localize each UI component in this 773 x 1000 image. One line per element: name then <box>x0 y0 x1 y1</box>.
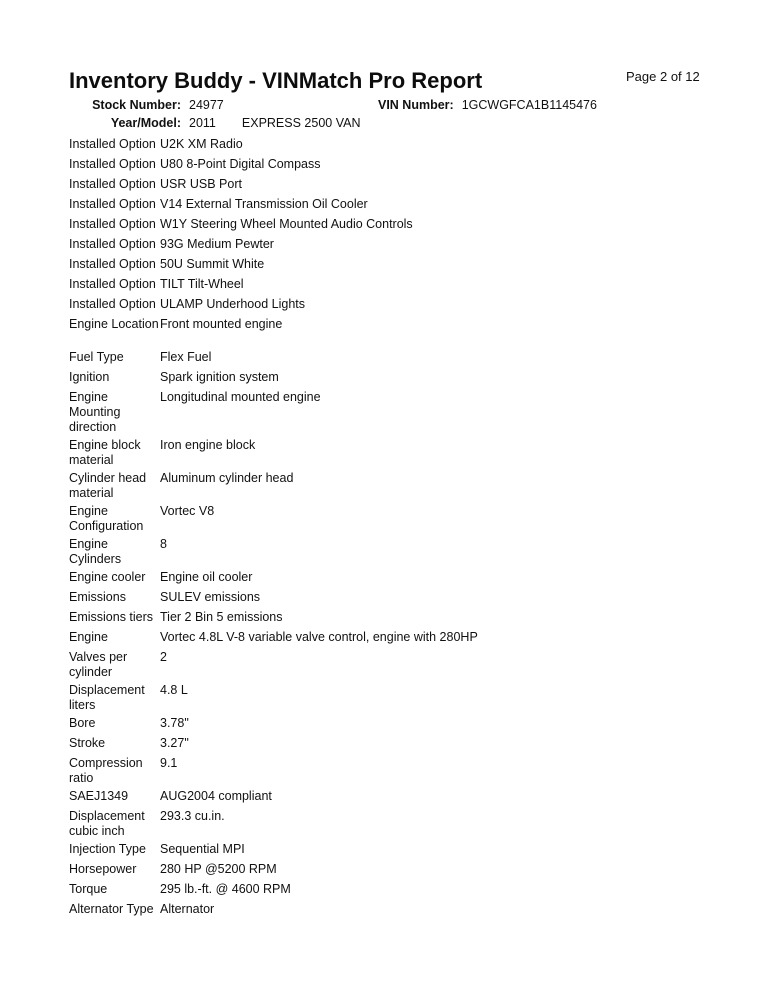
spec-row <box>69 537 749 570</box>
spec-label: Alternator Type <box>69 902 154 916</box>
model-value: EXPRESS 2500 VAN <box>241 116 361 130</box>
spec-row <box>69 438 749 471</box>
spec-value: 4.8 L <box>160 683 188 697</box>
spec-row <box>69 570 749 590</box>
spec-value: TILT Tilt-Wheel <box>160 277 244 291</box>
spec-row <box>69 716 749 736</box>
spec-label: Engine cooler <box>69 570 146 584</box>
spec-label: Installed Option <box>69 277 156 291</box>
spec-value: Vortec 4.8L V-8 variable valve control, engine with 280HP <box>160 630 478 644</box>
spec-value: Engine oil cooler <box>160 570 253 584</box>
spec-row <box>69 882 749 902</box>
spec-value: Sequential MPI <box>160 842 245 856</box>
spec-label: Horsepower <box>69 862 137 876</box>
spec-value: V14 External Transmission Oil Cooler <box>160 197 368 211</box>
year-model <box>69 116 360 130</box>
spec-value: 8 <box>160 537 167 551</box>
spec-row <box>69 471 749 504</box>
spec-label: Cylinder head material <box>69 471 147 500</box>
spec-label: Engine Mounting direction <box>69 390 121 434</box>
spec-row <box>69 237 749 257</box>
spec-label: Installed Option <box>69 217 156 231</box>
spec-value: Flex Fuel <box>160 350 212 364</box>
spec-row <box>69 650 749 683</box>
spec-value: Front mounted engine <box>160 317 283 331</box>
spec-value: SULEV emissions <box>160 590 261 604</box>
spec-label: Displacement liters <box>69 683 145 712</box>
spec-value: Iron engine block <box>160 438 256 452</box>
spec-row <box>69 756 749 789</box>
spec-row <box>69 277 749 297</box>
spec-value: Tier 2 Bin 5 emissions <box>160 610 283 624</box>
spec-row <box>69 370 749 390</box>
stock-number <box>69 98 224 112</box>
spec-label: SAEJ1349 <box>69 789 129 803</box>
spec-label: Installed Option <box>69 297 156 311</box>
spec-value: 293.3 cu.in. <box>160 809 225 823</box>
spec-label: Installed Option <box>69 237 156 251</box>
spec-row <box>69 809 749 842</box>
spec-value: 280 HP @5200 RPM <box>160 862 277 876</box>
spec-label: Engine <box>69 630 108 644</box>
spec-label: Displacement cubic inch <box>69 809 145 838</box>
spec-value: W1Y Steering Wheel Mounted Audio Controls <box>160 217 413 231</box>
spec-value: Spark ignition system <box>160 370 279 384</box>
vin-number-label: VIN Number: <box>378 98 454 112</box>
spec-row <box>69 902 749 922</box>
spec-row <box>69 842 749 862</box>
spec-row <box>69 590 749 610</box>
spec-label: Compression ratio <box>69 756 143 785</box>
spec-row <box>69 630 749 650</box>
spec-label: Engine Location <box>69 317 159 331</box>
spec-label: Engine Cylinders <box>69 537 122 566</box>
spec-row <box>69 257 749 277</box>
spec-label: Ignition <box>69 370 110 384</box>
spec-label: Valves per cylinder <box>69 650 128 679</box>
spec-row <box>69 177 749 197</box>
year-value: 2011 <box>189 116 216 130</box>
spec-value: 93G Medium Pewter <box>160 237 274 251</box>
spec-row <box>69 157 749 177</box>
stock-number-value: 24977 <box>189 98 224 112</box>
spec-label: Emissions tiers <box>69 610 154 624</box>
spec-row <box>69 736 749 756</box>
spec-value: 3.78" <box>160 716 189 730</box>
spec-value: AUG2004 compliant <box>160 789 272 803</box>
spec-label: Installed Option <box>69 197 156 211</box>
spec-value: 3.27" <box>160 736 189 750</box>
year-model-label: Year/Model: <box>110 116 181 130</box>
page-number: Page 2 of 12 <box>626 69 700 84</box>
spec-value: 50U Summit White <box>160 257 265 271</box>
spec-row <box>69 197 749 217</box>
spec-row <box>69 683 749 716</box>
spec-row <box>69 862 749 882</box>
spec-label: Engine Configuration <box>69 504 144 533</box>
spec-row <box>69 297 749 317</box>
spec-row <box>69 789 749 809</box>
spec-label: Installed Option <box>69 157 156 171</box>
spec-value: Aluminum cylinder head <box>160 471 294 485</box>
stock-number-label: Stock Number: <box>92 98 181 112</box>
spec-value: 9.1 <box>160 756 178 770</box>
spec-row <box>69 317 749 350</box>
spec-row <box>69 137 749 157</box>
spec-row <box>69 390 749 438</box>
spec-row <box>69 217 749 237</box>
spec-value: Longitudinal mounted engine <box>160 390 321 404</box>
spec-label: Installed Option <box>69 257 156 271</box>
spec-label: Installed Option <box>69 177 156 191</box>
report-title: Inventory Buddy - VINMatch Pro Report <box>69 68 483 93</box>
spec-value: ULAMP Underhood Lights <box>160 297 305 311</box>
spec-value: U80 8-Point Digital Compass <box>160 157 321 171</box>
spec-row <box>69 350 749 370</box>
spec-row <box>69 504 749 537</box>
spec-label: Emissions <box>69 590 126 604</box>
spec-label: Bore <box>69 716 96 730</box>
spec-table <box>69 137 749 922</box>
vin-number-value: 1GCWGFCA1B1145476 <box>461 98 597 112</box>
spec-value: USR USB Port <box>160 177 242 191</box>
spec-value: Alternator <box>160 902 215 916</box>
spec-row <box>69 610 749 630</box>
spec-label: Fuel Type <box>69 350 124 364</box>
spec-value: 2 <box>160 650 167 664</box>
spec-value: 295 lb.-ft. @ 4600 RPM <box>160 882 291 896</box>
spec-label: Injection Type <box>69 842 146 856</box>
spec-label: Stroke <box>69 736 106 750</box>
vin-number <box>378 98 597 112</box>
spec-label: Installed Option <box>69 137 156 151</box>
spec-value: Vortec V8 <box>160 504 215 518</box>
spec-label: Torque <box>69 882 108 896</box>
spec-value: U2K XM Radio <box>160 137 243 151</box>
spec-label: Engine block material <box>69 438 141 467</box>
